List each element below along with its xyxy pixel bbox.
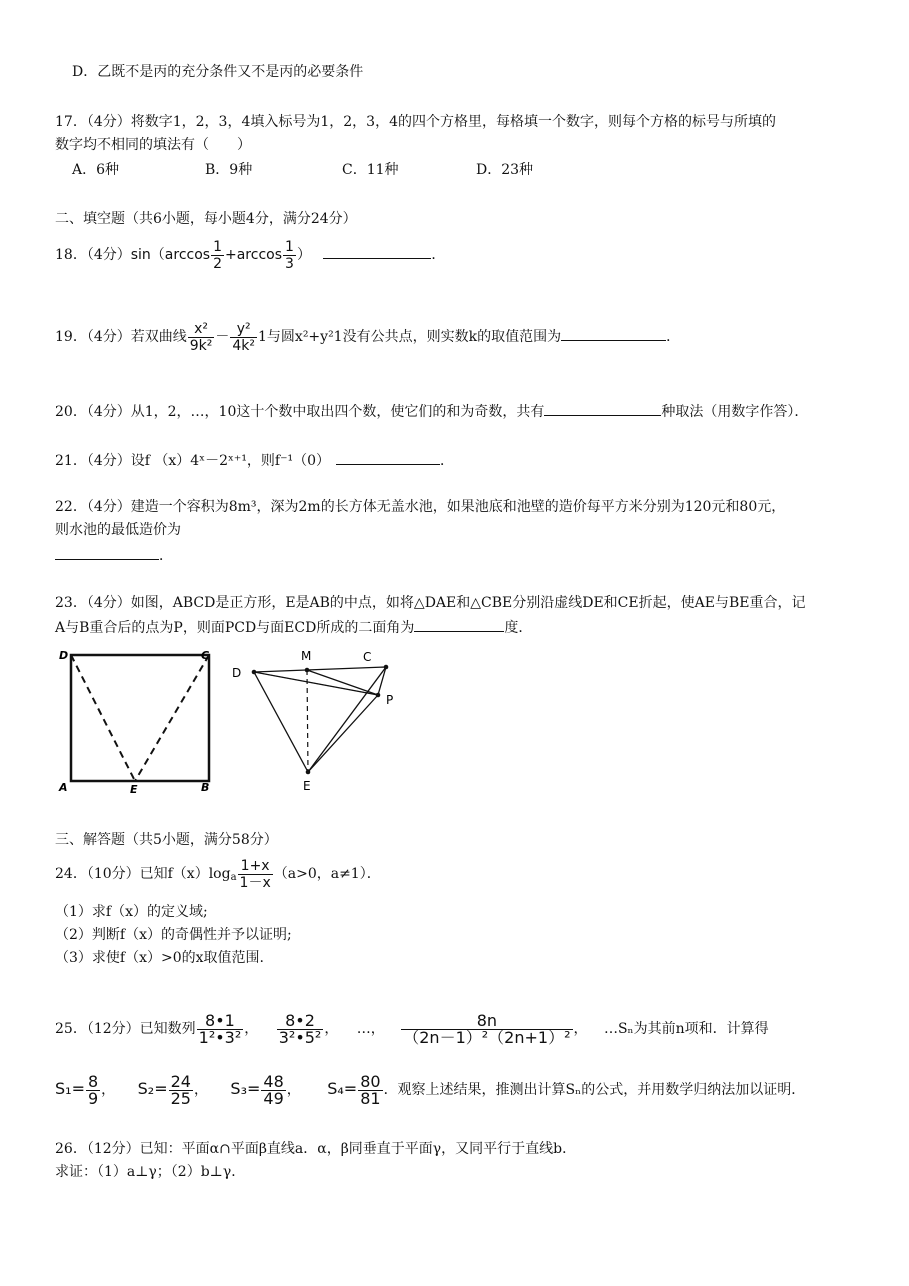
- q22-answer-blank[interactable]: [55, 545, 159, 560]
- q24-part3: （3）求使f（x）>0的x取值范围.: [55, 950, 264, 966]
- q17-stem-line1: 17．（4分）将数字1，2，3，4填入标号为1，2，3，4的四个方格里，每格填一个数字，则每个方格的标号与所填的: [55, 114, 776, 130]
- q19-num2: y²: [230, 321, 257, 338]
- q18-den2: 3: [285, 255, 294, 272]
- fold-line-de: [71, 655, 135, 781]
- q23-answer-blank[interactable]: [414, 617, 504, 632]
- q24-cond: （a>0，a≠1）．: [273, 866, 381, 882]
- q25-line1: [55, 1008, 769, 1050]
- q24-base: a: [230, 872, 237, 883]
- q18-answer-blank[interactable]: [323, 244, 431, 259]
- q20-text: 20．（4分）从1，2，…，10这十个数中取出四个数，使它们的和为奇数，共有: [55, 404, 545, 420]
- q18-plus: +arccos: [225, 247, 283, 263]
- q18: [55, 238, 445, 272]
- q21-end: ．: [440, 453, 455, 469]
- q19-den1: 9k²: [189, 337, 213, 354]
- label-d2: D: [232, 666, 242, 680]
- label-c2: C: [363, 650, 372, 664]
- q25-s2-label: S₂=: [137, 1079, 168, 1098]
- q25-conclusion: ．观察上述结果，推测出计算Sₙ的公式，并用数学归纳法加以证明．: [383, 1082, 806, 1098]
- q23-line1: 23．（4分）如图，ABCD是正方形，E是AB的中点，如将△DAE和△CBE分别沿虚线DE和CE折起，使AE与BE重合，记: [55, 595, 806, 611]
- q25-s1-num: 8: [87, 1071, 99, 1091]
- q26-line1: 26．（12分）已知：平面α∩平面β直线a．α，β同垂直于平面γ，又同平行于直线b．: [55, 1141, 577, 1157]
- q19-den2: 4k²: [232, 337, 256, 354]
- q25-sep3: ，: [573, 1021, 588, 1037]
- q24-den: 1－x: [239, 874, 271, 891]
- q25-s3-num: 48: [263, 1071, 284, 1091]
- q25-line2: [55, 1069, 805, 1110]
- q26-line2: 求证：（1）a⊥γ；（2）b⊥γ．: [55, 1164, 246, 1180]
- q21-text: 21．（4分）设f （x）4ˣ－2ˣ⁺¹，则f⁻¹（0）: [55, 453, 331, 469]
- q25-tail: …: [603, 1021, 618, 1037]
- q18-den1: 2: [213, 255, 222, 272]
- q24-num: 1+x: [238, 858, 273, 875]
- q25-s1-sep: ，: [101, 1082, 116, 1098]
- label-e: E: [130, 783, 138, 795]
- q24-prefix: 24．（10分）已知f（x）log: [55, 866, 231, 882]
- label-d: D: [59, 649, 69, 662]
- q23-figure-square: [55, 645, 225, 795]
- q20-end: 种取法（用数字作答）．: [661, 404, 809, 420]
- square-abcd: [71, 655, 209, 781]
- q21: [55, 450, 454, 470]
- q25-s4-den: 81: [360, 1088, 381, 1108]
- fold-line-ce: [135, 655, 209, 781]
- q25-s3-label: S₃=: [230, 1079, 261, 1098]
- q18-close: ）: [296, 247, 311, 263]
- q17-option-d: D．23种: [476, 162, 534, 178]
- q25-s2-den: 25: [170, 1088, 191, 1108]
- q25-t2-den: 3²•5²: [278, 1027, 322, 1047]
- q19-answer-blank[interactable]: [561, 326, 666, 341]
- q22-line1: 22．（4分）建造一个容积为8m³，深为2m的长方体无盖水池，如果池底和池壁的造价每平方米分别为120元和80元，: [55, 499, 786, 515]
- label-a: A: [59, 781, 68, 794]
- q25-s1-den: 9: [87, 1088, 99, 1108]
- q22-line3: [55, 545, 173, 565]
- q25-s1-label: S₁=: [55, 1079, 85, 1098]
- q25-prefix: 25．（12分）已知数列: [55, 1021, 196, 1037]
- q25-s4-num: 80: [360, 1071, 381, 1091]
- q25-after: Sₙ为其前n项和．计算得: [617, 1021, 769, 1037]
- q25-tn-num: 8n: [401, 1013, 572, 1030]
- q17-stem-line2: 数字均不相同的填法有（ ）: [55, 137, 251, 153]
- q24: [55, 855, 381, 897]
- q25-sep1: ，: [244, 1021, 259, 1037]
- q25-tn-den: （2n－1）²（2n+1）²: [403, 1027, 571, 1047]
- label-b: B: [201, 781, 210, 794]
- q18-func: sin（arccos: [130, 247, 211, 263]
- q24-part2: （2）判断f（x）的奇偶性并予以证明;: [55, 927, 292, 943]
- q19-end: ．: [666, 329, 681, 345]
- q23-figure-folded: [228, 642, 403, 797]
- q23-line2-text: A与B重合后的点为P，则面PCD与面ECD所成的二面角为: [55, 620, 415, 636]
- q19-minus: －: [215, 329, 230, 345]
- q22-end: ．: [159, 548, 173, 564]
- label-m: M: [301, 649, 312, 663]
- q20: [55, 401, 808, 421]
- q21-answer-blank[interactable]: [336, 450, 440, 465]
- q19-num1: x²: [188, 321, 215, 338]
- label-c: C: [201, 649, 210, 662]
- q17-option-c: C．11种: [342, 162, 399, 178]
- q25-t1-den: 1²•3²: [198, 1027, 242, 1047]
- q20-answer-blank[interactable]: [544, 401, 661, 416]
- q19-prefix: 19．（4分）若双曲线: [55, 329, 187, 345]
- q19: [55, 318, 680, 356]
- section2-title: 二、填空题（共6小题，每小题4分，满分24分）: [55, 211, 357, 227]
- q25-s4-label: S₄=: [327, 1079, 358, 1098]
- q16-option-d: D．乙既不是丙的充分条件又不是丙的必要条件: [72, 64, 364, 80]
- q25-s3-den: 49: [263, 1088, 284, 1108]
- section3-title: 三、解答题（共5小题，满分58分）: [55, 832, 278, 848]
- q18-num1: 1: [213, 238, 222, 255]
- q25-s2-num: 24: [170, 1071, 191, 1091]
- q25-s2-sep: ，: [193, 1082, 208, 1098]
- q18-prefix: 18．（4分）: [55, 247, 131, 263]
- q23-line2: [55, 617, 532, 637]
- label-e2: E: [303, 779, 311, 793]
- q25-s3-sep: ，: [286, 1082, 301, 1098]
- q17-option-b: B．9种: [205, 162, 253, 178]
- q17-option-a: A．6种: [72, 162, 120, 178]
- q18-num2: 1: [285, 238, 294, 255]
- q19-mid: 1与圆x²+y²1没有公共点，则实数k的取值范围为: [258, 329, 562, 345]
- q25-t1-num: 8•1: [197, 1013, 244, 1030]
- q25-sep2: ，: [324, 1021, 339, 1037]
- label-p: P: [386, 693, 394, 707]
- q22-line2: 则水池的最低造价为: [55, 522, 181, 538]
- q18-end: ．: [431, 247, 446, 263]
- q25-t2-num: 8•2: [277, 1013, 324, 1030]
- q25-dots: …，: [356, 1021, 385, 1037]
- q23-end: 度．: [504, 620, 533, 636]
- q24-part1: （1）求f（x）的定义域;: [55, 904, 208, 920]
